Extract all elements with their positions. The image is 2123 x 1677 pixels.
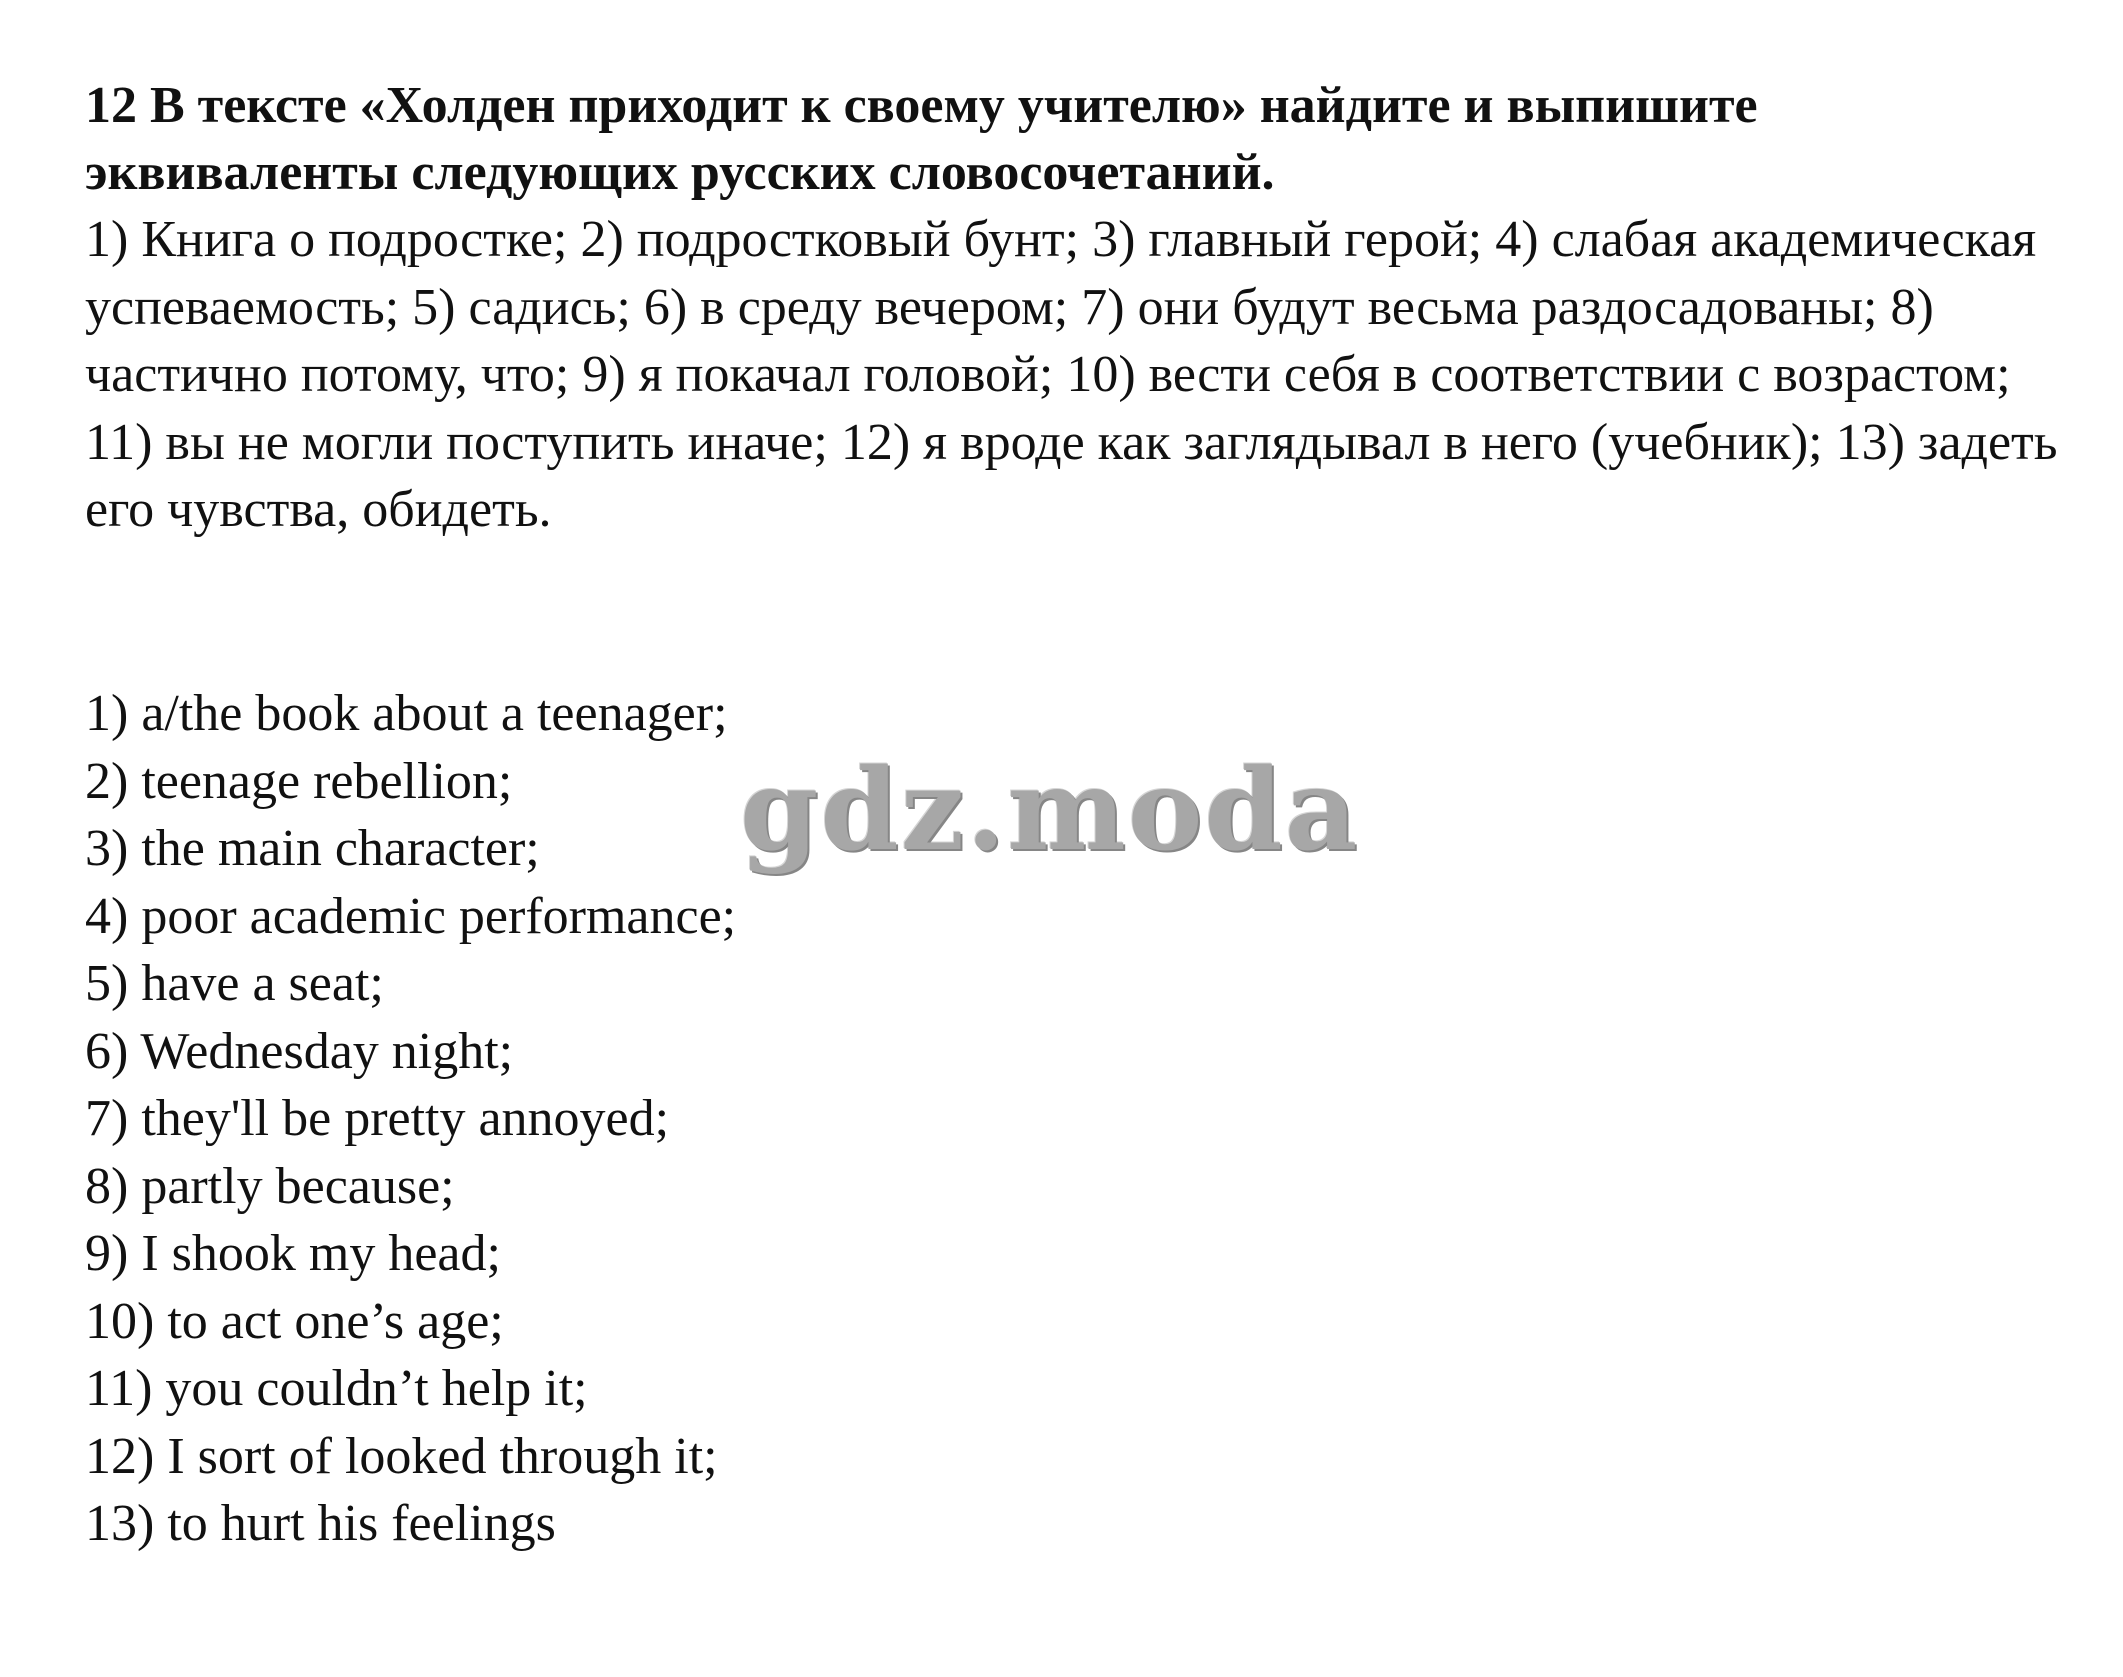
answer-item-4: 4) poor academic performance;: [85, 887, 737, 945]
answer-item-13: 13) to hurt his feelings: [85, 1495, 556, 1552]
answer-item-6: 6) Wednesday night;: [85, 1022, 514, 1080]
answer-item-9: 9) I shook my head;: [85, 1225, 501, 1282]
task-heading: 12 В тексте «Холден приходит к своему учителю» найдите и выпишите эквиваленты следующих русских словосочетаний.: [85, 77, 1758, 201]
answer-item-12: 12) I sort of looked through it;: [85, 1427, 718, 1485]
answer-item-8: 8) partly because;: [85, 1157, 455, 1215]
task-body: 1) Книга о подростке; 2) подростковый бунт; 3) главный герой; 4) слабая академическая успеваемость; 5) садись; 6) в среду вечером; 7) они будут весьма раздосадованы; 8) частично потому, что; 9) я покачал головой; 10) вести себя в соответствии с возрастом; 11) вы не могли поступить иначе; 12) я вроде как заглядывал в него (учебник); 13) задеть его чувства, обидеть.: [85, 211, 2058, 538]
answer-item-1: 1) a/the book about a teenager;: [85, 685, 728, 742]
answer-list: [85, 680, 736, 1558]
answer-item-7: 7) they'll be pretty annoyed;: [85, 1090, 670, 1147]
answer-item-10: 10) to act one’s age;: [85, 1292, 504, 1350]
answer-item-3: 3) the main character;: [85, 820, 540, 877]
task-block: [85, 72, 2065, 544]
answer-item-5: 5) have a seat;: [85, 955, 384, 1012]
watermark: gdz.moda: [740, 745, 1360, 876]
answer-item-2: 2) teenage rebellion;: [85, 752, 513, 810]
answer-item-11: 11) you couldn’t help it;: [85, 1360, 588, 1417]
